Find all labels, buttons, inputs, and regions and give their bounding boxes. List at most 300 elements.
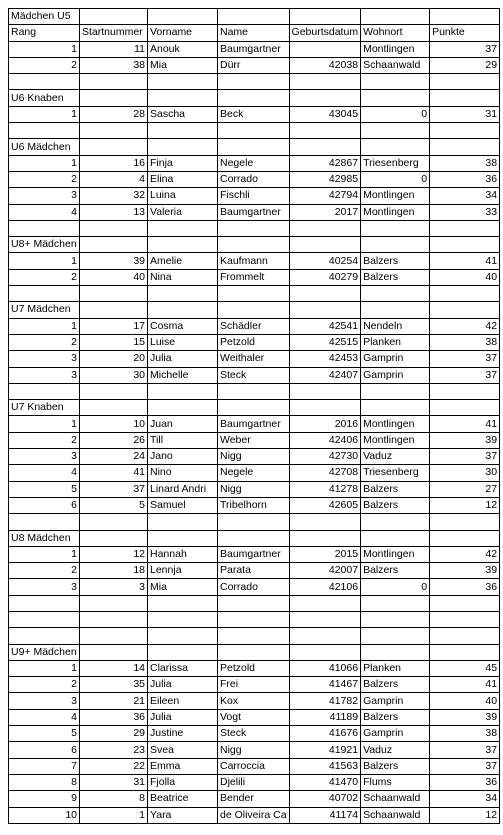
empty-cell[interactable] — [148, 611, 218, 627]
table-cell[interactable]: 3 — [9, 579, 80, 595]
empty-cell[interactable] — [148, 400, 218, 416]
empty-cell[interactable] — [218, 514, 290, 530]
column-header[interactable]: Geburtsdatum — [289, 25, 361, 41]
empty-cell[interactable] — [80, 595, 148, 611]
empty-cell[interactable] — [361, 90, 430, 106]
empty-cell[interactable] — [80, 286, 148, 302]
table-cell[interactable]: Gamprin — [361, 367, 430, 383]
empty-cell[interactable] — [361, 611, 430, 627]
empty-cell[interactable] — [218, 383, 290, 399]
table-cell[interactable]: 37 — [430, 742, 500, 758]
empty-cell[interactable] — [148, 302, 218, 318]
empty-cell[interactable] — [218, 74, 290, 90]
empty-cell[interactable] — [430, 302, 500, 318]
table-cell[interactable]: Baumgartner — [218, 546, 290, 562]
empty-cell[interactable] — [148, 644, 218, 660]
table-cell[interactable]: 28 — [80, 106, 148, 122]
table-cell[interactable]: 37 — [430, 758, 500, 774]
empty-cell[interactable] — [361, 383, 430, 399]
empty-cell[interactable] — [430, 90, 500, 106]
empty-cell[interactable] — [289, 139, 361, 155]
table-cell[interactable]: Corrado — [218, 171, 290, 187]
table-cell[interactable]: 37 — [430, 41, 500, 57]
table-cell[interactable]: Planken — [361, 660, 430, 676]
empty-cell[interactable] — [148, 514, 218, 530]
empty-cell[interactable] — [148, 139, 218, 155]
table-cell[interactable]: Kaufmann — [218, 253, 290, 269]
table-cell[interactable]: Petzold — [218, 660, 290, 676]
empty-cell[interactable] — [289, 9, 361, 25]
table-cell[interactable]: 1 — [9, 660, 80, 676]
table-cell[interactable]: 41174 — [289, 807, 361, 823]
table-cell[interactable]: 7 — [9, 758, 80, 774]
column-header[interactable]: Startnummer — [80, 25, 148, 41]
table-cell[interactable]: 6 — [9, 497, 80, 513]
table-cell[interactable]: 36 — [80, 709, 148, 725]
table-cell[interactable]: Baumgartner — [218, 204, 290, 220]
empty-cell[interactable] — [218, 286, 290, 302]
table-cell[interactable]: 41 — [80, 465, 148, 481]
table-cell[interactable]: 41189 — [289, 709, 361, 725]
table-cell[interactable]: 36 — [430, 579, 500, 595]
empty-cell[interactable] — [148, 220, 218, 236]
table-cell[interactable]: 11 — [80, 41, 148, 57]
empty-cell[interactable] — [289, 400, 361, 416]
table-cell[interactable]: 5 — [80, 497, 148, 513]
table-cell[interactable]: Nigg — [218, 742, 290, 758]
empty-cell[interactable] — [289, 90, 361, 106]
table-cell[interactable]: de Oliveira Ca — [218, 807, 290, 823]
empty-cell[interactable] — [148, 286, 218, 302]
table-cell[interactable]: Frommelt — [218, 269, 290, 285]
empty-cell[interactable] — [361, 123, 430, 139]
table-cell[interactable]: 41066 — [289, 660, 361, 676]
table-cell[interactable]: 1 — [9, 106, 80, 122]
table-cell[interactable]: 2 — [9, 432, 80, 448]
table-cell[interactable]: Carroccia — [218, 758, 290, 774]
empty-cell[interactable] — [218, 302, 290, 318]
table-cell[interactable]: 42406 — [289, 432, 361, 448]
table-cell[interactable]: 39 — [430, 709, 500, 725]
empty-cell[interactable] — [9, 514, 80, 530]
empty-cell[interactable] — [289, 237, 361, 253]
table-cell[interactable]: Vogt — [218, 709, 290, 725]
table-cell[interactable]: 34 — [430, 188, 500, 204]
table-cell[interactable]: 40 — [80, 269, 148, 285]
category-title[interactable]: U8 Mädchen — [9, 530, 80, 546]
table-cell[interactable]: 4 — [80, 171, 148, 187]
table-cell[interactable]: 42 — [430, 546, 500, 562]
table-cell[interactable]: 29 — [80, 726, 148, 742]
table-cell[interactable]: 0 — [361, 579, 430, 595]
table-cell[interactable]: 3 — [9, 449, 80, 465]
table-cell[interactable]: Balzers — [361, 481, 430, 497]
table-cell[interactable]: 2 — [9, 563, 80, 579]
table-cell[interactable]: Gamprin — [361, 693, 430, 709]
table-cell[interactable]: Sascha — [148, 106, 218, 122]
table-cell[interactable]: 1 — [9, 253, 80, 269]
table-cell[interactable]: Fjolla — [148, 774, 218, 790]
category-title[interactable]: U9+ Mädchen — [9, 644, 80, 660]
empty-cell[interactable] — [361, 628, 430, 644]
table-cell[interactable]: 3 — [9, 188, 80, 204]
table-cell[interactable]: 10 — [9, 807, 80, 823]
table-cell[interactable]: 13 — [80, 204, 148, 220]
table-cell[interactable]: 18 — [80, 563, 148, 579]
empty-cell[interactable] — [9, 628, 80, 644]
table-cell[interactable]: 42985 — [289, 171, 361, 187]
empty-cell[interactable] — [148, 383, 218, 399]
empty-cell[interactable] — [148, 74, 218, 90]
empty-cell[interactable] — [9, 123, 80, 139]
empty-cell[interactable] — [218, 220, 290, 236]
empty-cell[interactable] — [80, 644, 148, 660]
table-cell[interactable]: 24 — [80, 449, 148, 465]
empty-cell[interactable] — [9, 383, 80, 399]
table-cell[interactable]: Kox — [218, 693, 290, 709]
empty-cell[interactable] — [80, 220, 148, 236]
empty-cell[interactable] — [9, 74, 80, 90]
table-cell[interactable]: Balzers — [361, 677, 430, 693]
table-cell[interactable]: Eileen — [148, 693, 218, 709]
empty-cell[interactable] — [148, 628, 218, 644]
empty-cell[interactable] — [361, 9, 430, 25]
table-cell[interactable]: Cosma — [148, 318, 218, 334]
empty-cell[interactable] — [218, 400, 290, 416]
empty-cell[interactable] — [430, 123, 500, 139]
empty-cell[interactable] — [430, 595, 500, 611]
table-cell[interactable]: 1 — [9, 318, 80, 334]
table-cell[interactable]: 9 — [9, 791, 80, 807]
table-cell[interactable]: 27 — [430, 481, 500, 497]
table-cell[interactable]: 41278 — [289, 481, 361, 497]
table-cell[interactable]: 36 — [430, 774, 500, 790]
empty-cell[interactable] — [218, 9, 290, 25]
empty-cell[interactable] — [80, 90, 148, 106]
table-cell[interactable]: 4 — [9, 709, 80, 725]
empty-cell[interactable] — [430, 220, 500, 236]
table-cell[interactable]: Luise — [148, 334, 218, 350]
table-cell[interactable]: Nigg — [218, 449, 290, 465]
table-cell[interactable]: 2017 — [289, 204, 361, 220]
table-cell[interactable]: Valeria — [148, 204, 218, 220]
table-cell[interactable]: Flums — [361, 774, 430, 790]
empty-cell[interactable] — [218, 123, 290, 139]
empty-cell[interactable] — [430, 9, 500, 25]
table-cell[interactable]: 1 — [80, 807, 148, 823]
table-cell[interactable]: Luina — [148, 188, 218, 204]
table-cell[interactable]: 12 — [80, 546, 148, 562]
table-cell[interactable]: Montlingen — [361, 432, 430, 448]
table-cell[interactable]: 40 — [430, 269, 500, 285]
table-cell[interactable]: 23 — [80, 742, 148, 758]
table-cell[interactable]: Weithaler — [218, 351, 290, 367]
table-cell[interactable]: 42541 — [289, 318, 361, 334]
empty-cell[interactable] — [80, 383, 148, 399]
table-cell[interactable]: 42605 — [289, 497, 361, 513]
table-cell[interactable]: Nino — [148, 465, 218, 481]
column-header[interactable]: Wohnort — [361, 25, 430, 41]
table-cell[interactable]: Negele — [218, 465, 290, 481]
table-cell[interactable]: 41563 — [289, 758, 361, 774]
table-cell[interactable]: 42794 — [289, 188, 361, 204]
empty-cell[interactable] — [361, 302, 430, 318]
empty-cell[interactable] — [218, 139, 290, 155]
table-cell[interactable]: 38 — [430, 726, 500, 742]
table-cell[interactable]: Finja — [148, 155, 218, 171]
table-cell[interactable]: 2 — [9, 334, 80, 350]
table-cell[interactable]: 37 — [430, 367, 500, 383]
empty-cell[interactable] — [289, 611, 361, 627]
table-cell[interactable]: 17 — [80, 318, 148, 334]
table-cell[interactable]: Montlingen — [361, 204, 430, 220]
table-cell[interactable]: 2016 — [289, 416, 361, 432]
table-cell[interactable]: Balzers — [361, 269, 430, 285]
table-cell[interactable]: 30 — [80, 367, 148, 383]
table-cell[interactable]: 42708 — [289, 465, 361, 481]
table-cell[interactable]: 5 — [9, 726, 80, 742]
table-cell[interactable]: Till — [148, 432, 218, 448]
empty-cell[interactable] — [289, 123, 361, 139]
empty-cell[interactable] — [289, 286, 361, 302]
table-cell[interactable]: Montlingen — [361, 188, 430, 204]
table-cell[interactable]: 42407 — [289, 367, 361, 383]
table-cell[interactable]: 41782 — [289, 693, 361, 709]
table-cell[interactable]: 42106 — [289, 579, 361, 595]
table-cell[interactable]: 3 — [9, 367, 80, 383]
category-title[interactable]: U6 Mädchen — [9, 139, 80, 155]
table-cell[interactable]: 1 — [9, 416, 80, 432]
table-cell[interactable]: 0 — [361, 171, 430, 187]
table-cell[interactable]: Julia — [148, 677, 218, 693]
table-cell[interactable]: Gamprin — [361, 726, 430, 742]
table-cell[interactable]: 42007 — [289, 563, 361, 579]
empty-cell[interactable] — [218, 530, 290, 546]
table-cell[interactable]: 2 — [9, 677, 80, 693]
table-cell[interactable]: 0 — [361, 106, 430, 122]
empty-cell[interactable] — [361, 530, 430, 546]
category-title[interactable]: U8+ Mädchen — [9, 237, 80, 253]
table-cell[interactable]: 40254 — [289, 253, 361, 269]
empty-cell[interactable] — [80, 611, 148, 627]
table-cell[interactable]: 42038 — [289, 57, 361, 73]
table-cell[interactable]: Tribelhorn — [218, 497, 290, 513]
table-cell[interactable]: 16 — [80, 155, 148, 171]
empty-cell[interactable] — [430, 644, 500, 660]
table-cell[interactable]: Balzers — [361, 758, 430, 774]
table-cell[interactable]: 41676 — [289, 726, 361, 742]
empty-cell[interactable] — [80, 530, 148, 546]
table-cell[interactable]: Dürr — [218, 57, 290, 73]
table-cell[interactable]: Gamprin — [361, 351, 430, 367]
table-cell[interactable]: Steck — [218, 367, 290, 383]
empty-cell[interactable] — [9, 595, 80, 611]
table-cell[interactable]: 30 — [430, 465, 500, 481]
table-cell[interactable]: Elina — [148, 171, 218, 187]
table-cell[interactable]: Yara — [148, 807, 218, 823]
table-cell[interactable]: 40702 — [289, 791, 361, 807]
empty-cell[interactable] — [218, 595, 290, 611]
category-title[interactable]: U7 Knaben — [9, 400, 80, 416]
table-cell[interactable]: 40279 — [289, 269, 361, 285]
table-cell[interactable]: 41 — [430, 416, 500, 432]
table-cell[interactable]: Julia — [148, 351, 218, 367]
empty-cell[interactable] — [430, 611, 500, 627]
empty-cell[interactable] — [218, 237, 290, 253]
empty-cell[interactable] — [148, 530, 218, 546]
table-cell[interactable]: Julia — [148, 709, 218, 725]
table-cell[interactable]: Djelili — [218, 774, 290, 790]
empty-cell[interactable] — [289, 74, 361, 90]
table-cell[interactable]: Michelle — [148, 367, 218, 383]
empty-cell[interactable] — [80, 400, 148, 416]
empty-cell[interactable] — [289, 628, 361, 644]
table-cell[interactable]: 5 — [9, 481, 80, 497]
table-cell[interactable]: 41467 — [289, 677, 361, 693]
empty-cell[interactable] — [430, 514, 500, 530]
category-title[interactable]: U6 Knaben — [9, 90, 80, 106]
table-cell[interactable]: 36 — [430, 171, 500, 187]
table-cell[interactable]: 20 — [80, 351, 148, 367]
column-header[interactable]: Name — [218, 25, 290, 41]
table-cell[interactable]: Mia — [148, 57, 218, 73]
empty-cell[interactable] — [80, 628, 148, 644]
table-cell[interactable]: 2 — [9, 171, 80, 187]
table-cell[interactable]: Frei — [218, 677, 290, 693]
table-cell[interactable]: 39 — [430, 432, 500, 448]
empty-cell[interactable] — [430, 286, 500, 302]
table-cell[interactable]: 31 — [430, 106, 500, 122]
table-cell[interactable]: Triesenberg — [361, 465, 430, 481]
table-cell[interactable]: 22 — [80, 758, 148, 774]
table-cell[interactable]: Hannah — [148, 546, 218, 562]
table-cell[interactable]: 2015 — [289, 546, 361, 562]
empty-cell[interactable] — [289, 595, 361, 611]
table-cell[interactable]: 2 — [9, 269, 80, 285]
empty-cell[interactable] — [289, 302, 361, 318]
table-cell[interactable]: 38 — [80, 57, 148, 73]
table-cell[interactable]: Planken — [361, 334, 430, 350]
empty-cell[interactable] — [80, 74, 148, 90]
column-header[interactable]: Vorname — [148, 25, 218, 41]
table-cell[interactable]: Corrado — [218, 579, 290, 595]
empty-cell[interactable] — [430, 400, 500, 416]
empty-cell[interactable] — [9, 220, 80, 236]
table-cell[interactable]: Balzers — [361, 709, 430, 725]
table-cell[interactable]: 1 — [9, 155, 80, 171]
empty-cell[interactable] — [430, 383, 500, 399]
table-cell[interactable]: 33 — [430, 204, 500, 220]
table-cell[interactable]: Beatrice — [148, 791, 218, 807]
empty-cell[interactable] — [218, 611, 290, 627]
table-cell[interactable]: Nina — [148, 269, 218, 285]
table-cell[interactable]: 41470 — [289, 774, 361, 790]
empty-cell[interactable] — [361, 595, 430, 611]
table-cell[interactable]: 4 — [9, 465, 80, 481]
table-cell[interactable]: Montlingen — [361, 546, 430, 562]
table-cell[interactable]: 38 — [430, 155, 500, 171]
table-cell[interactable]: 10 — [80, 416, 148, 432]
table-cell[interactable]: Balzers — [361, 253, 430, 269]
table-cell[interactable]: Weber — [218, 432, 290, 448]
table-cell[interactable]: 39 — [80, 253, 148, 269]
empty-cell[interactable] — [430, 74, 500, 90]
table-cell[interactable]: Justine — [148, 726, 218, 742]
table-cell[interactable]: Baumgartner — [218, 41, 290, 57]
table-cell[interactable]: 41921 — [289, 742, 361, 758]
table-cell[interactable]: Clarissa — [148, 660, 218, 676]
empty-cell[interactable] — [80, 237, 148, 253]
empty-cell[interactable] — [148, 90, 218, 106]
empty-cell[interactable] — [361, 74, 430, 90]
table-cell[interactable]: 3 — [9, 351, 80, 367]
table-cell[interactable]: Amelie — [148, 253, 218, 269]
empty-cell[interactable] — [218, 628, 290, 644]
empty-cell[interactable] — [148, 237, 218, 253]
table-cell[interactable]: 6 — [9, 742, 80, 758]
table-cell[interactable]: Emma — [148, 758, 218, 774]
table-cell[interactable]: 42730 — [289, 449, 361, 465]
table-cell[interactable]: Lennja — [148, 563, 218, 579]
table-cell[interactable]: 42 — [430, 318, 500, 334]
table-cell[interactable]: 42867 — [289, 155, 361, 171]
empty-cell[interactable] — [80, 514, 148, 530]
table-cell[interactable]: Jano — [148, 449, 218, 465]
table-cell[interactable]: 45 — [430, 660, 500, 676]
table-cell[interactable]: Vaduz — [361, 742, 430, 758]
table-cell[interactable]: 1 — [9, 41, 80, 57]
table-cell[interactable]: 8 — [80, 791, 148, 807]
table-cell[interactable]: 29 — [430, 57, 500, 73]
table-cell[interactable]: 2 — [9, 57, 80, 73]
empty-cell[interactable] — [218, 644, 290, 660]
column-header[interactable]: Punkte — [430, 25, 500, 41]
table-cell[interactable]: 14 — [80, 660, 148, 676]
empty-cell[interactable] — [148, 123, 218, 139]
table-cell[interactable]: Svea — [148, 742, 218, 758]
table-cell[interactable]: 41 — [430, 677, 500, 693]
empty-cell[interactable] — [430, 530, 500, 546]
table-cell[interactable]: Montlingen — [361, 416, 430, 432]
empty-cell[interactable] — [148, 9, 218, 25]
empty-cell[interactable] — [430, 628, 500, 644]
empty-cell[interactable] — [289, 644, 361, 660]
empty-cell[interactable] — [148, 595, 218, 611]
table-cell[interactable]: 35 — [80, 677, 148, 693]
table-cell[interactable]: 31 — [80, 774, 148, 790]
empty-cell[interactable] — [430, 237, 500, 253]
table-cell[interactable]: Linard Andri — [148, 481, 218, 497]
table-cell[interactable]: Baumgartner — [218, 416, 290, 432]
column-header[interactable]: Rang — [9, 25, 80, 41]
empty-cell[interactable] — [430, 139, 500, 155]
table-cell[interactable]: Triesenberg — [361, 155, 430, 171]
table-cell[interactable]: Petzold — [218, 334, 290, 350]
empty-cell[interactable] — [361, 400, 430, 416]
table-cell[interactable]: 37 — [430, 351, 500, 367]
table-cell[interactable]: Schaanwald — [361, 791, 430, 807]
table-cell[interactable]: Anouk — [148, 41, 218, 57]
table-cell[interactable]: Parata — [218, 563, 290, 579]
table-cell[interactable]: 40 — [430, 693, 500, 709]
empty-cell[interactable] — [361, 237, 430, 253]
table-cell[interactable]: 38 — [430, 334, 500, 350]
empty-cell[interactable] — [80, 139, 148, 155]
empty-cell[interactable] — [80, 123, 148, 139]
table-cell[interactable]: 15 — [80, 334, 148, 350]
table-cell[interactable]: Beck — [218, 106, 290, 122]
table-cell[interactable]: Steck — [218, 726, 290, 742]
